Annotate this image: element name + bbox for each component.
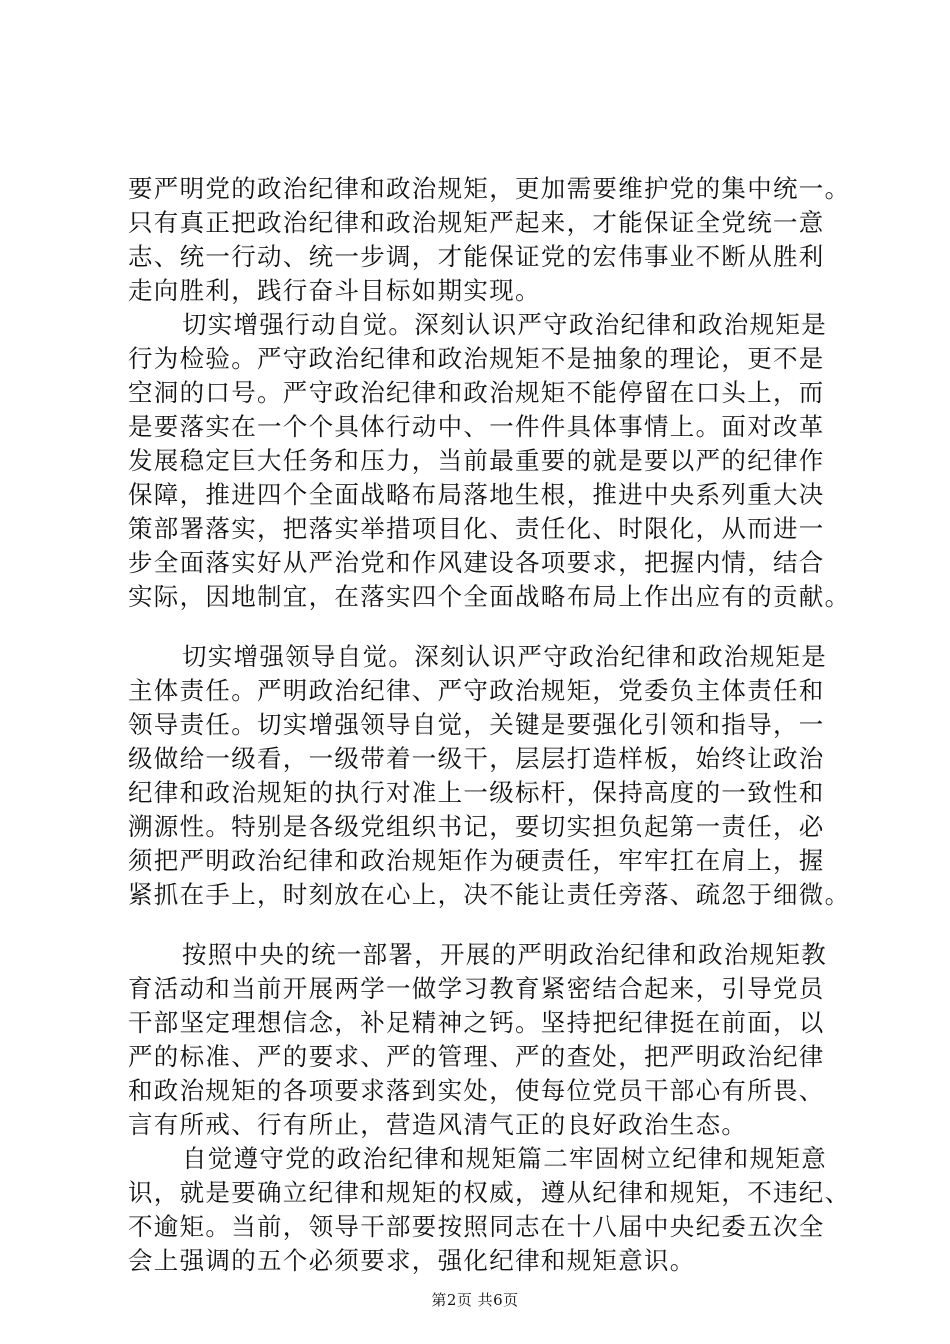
text-line: 不逾矩。当前，领导干部要按照同志在十八届中央纪委五次全: [128, 1212, 825, 1241]
text-line: 发展稳定巨大任务和压力，当前最重要的就是要以严的纪律作: [128, 446, 825, 475]
text-line: 走向胜利，践行奋斗目标如期实现。: [128, 276, 541, 305]
text-line: 策部署落实，把落实举措项目化、责任化、时限化，从而进一: [128, 514, 825, 543]
text-line: 级做给一级看，一级带着一级干，层层打造样板，始终让政治: [128, 744, 825, 773]
text-line: 识，就是要确立纪律和规矩的权威，遵从纪律和规矩，不违纪、: [128, 1178, 851, 1207]
text-line: 纪律和政治规矩的执行对准上一级标杆，保持高度的一致性和: [128, 778, 825, 807]
text-line: 空洞的口号。严守政治纪律和政治规矩不能停留在口头上，而: [128, 378, 825, 407]
text-line: 育活动和当前开展两学一做学习教育紧密结合起来，引导党员: [128, 974, 825, 1003]
text-line: 干部坚定理想信念，补足精神之钙。坚持把纪律挺在前面，以: [128, 1008, 825, 1037]
text-line: 行为检验。严守政治纪律和政治规矩不是抽象的理论，更不是: [128, 344, 825, 373]
text-line: 切实增强领导自觉。深刻认识严守政治纪律和政治规矩是: [182, 642, 827, 671]
text-line: 志、统一行动、统一步调，才能保证党的宏伟事业不断从胜利: [128, 242, 825, 271]
text-line: 会上强调的五个必须要求，强化纪律和规矩意识。: [128, 1246, 696, 1275]
text-line: 切实增强行动自觉。深刻认识严守政治纪律和政治规矩是: [182, 310, 827, 339]
text-line: 严的标准、严的要求、严的管理、严的查处，把严明政治纪律: [128, 1042, 825, 1071]
text-line: 只有真正把政治纪律和政治规矩严起来，才能保证全党统一意: [128, 208, 825, 237]
text-line: 按照中央的统一部署，开展的严明政治纪律和政治规矩教: [182, 940, 827, 969]
text-line: 步全面落实好从严治党和作风建设各项要求，把握内情，结合: [128, 548, 825, 577]
text-line: 实际，因地制宜，在落实四个全面战略布局上作出应有的贡献。: [128, 582, 851, 611]
text-line: 领导责任。切实增强领导自觉，关键是要强化引领和指导，一: [128, 710, 825, 739]
text-line: 要严明党的政治纪律和政治规矩，更加需要维护党的集中统一。: [128, 174, 851, 203]
page-number-footer: 第2页 共6页: [431, 1291, 519, 1309]
text-line: 自觉遵守党的政治纪律和规矩篇二牢固树立纪律和规矩意: [182, 1144, 827, 1173]
text-line: 主体责任。严明政治纪律、严守政治规矩，党委负主体责任和: [128, 676, 825, 705]
text-line: 言有所戒、行有所止，营造风清气正的良好政治生态。: [128, 1110, 748, 1139]
text-line: 和政治规矩的各项要求落到实处，使每位党员干部心有所畏、: [128, 1076, 825, 1105]
text-line: 须把严明政治纪律和政治规矩作为硬责任，牢牢扛在肩上，握: [128, 846, 825, 875]
text-line: 紧抓在手上，时刻放在心上，决不能让责任旁落、疏忽于细微。: [128, 880, 851, 909]
text-line: 溯源性。特别是各级党组织书记，要切实担负起第一责任，必: [128, 812, 825, 841]
text-line: 是要落实在一个个具体行动中、一件件具体事情上。面对改革: [128, 412, 825, 441]
text-line: 保障，推进四个全面战略布局落地生根，推进中央系列重大决: [128, 480, 825, 509]
